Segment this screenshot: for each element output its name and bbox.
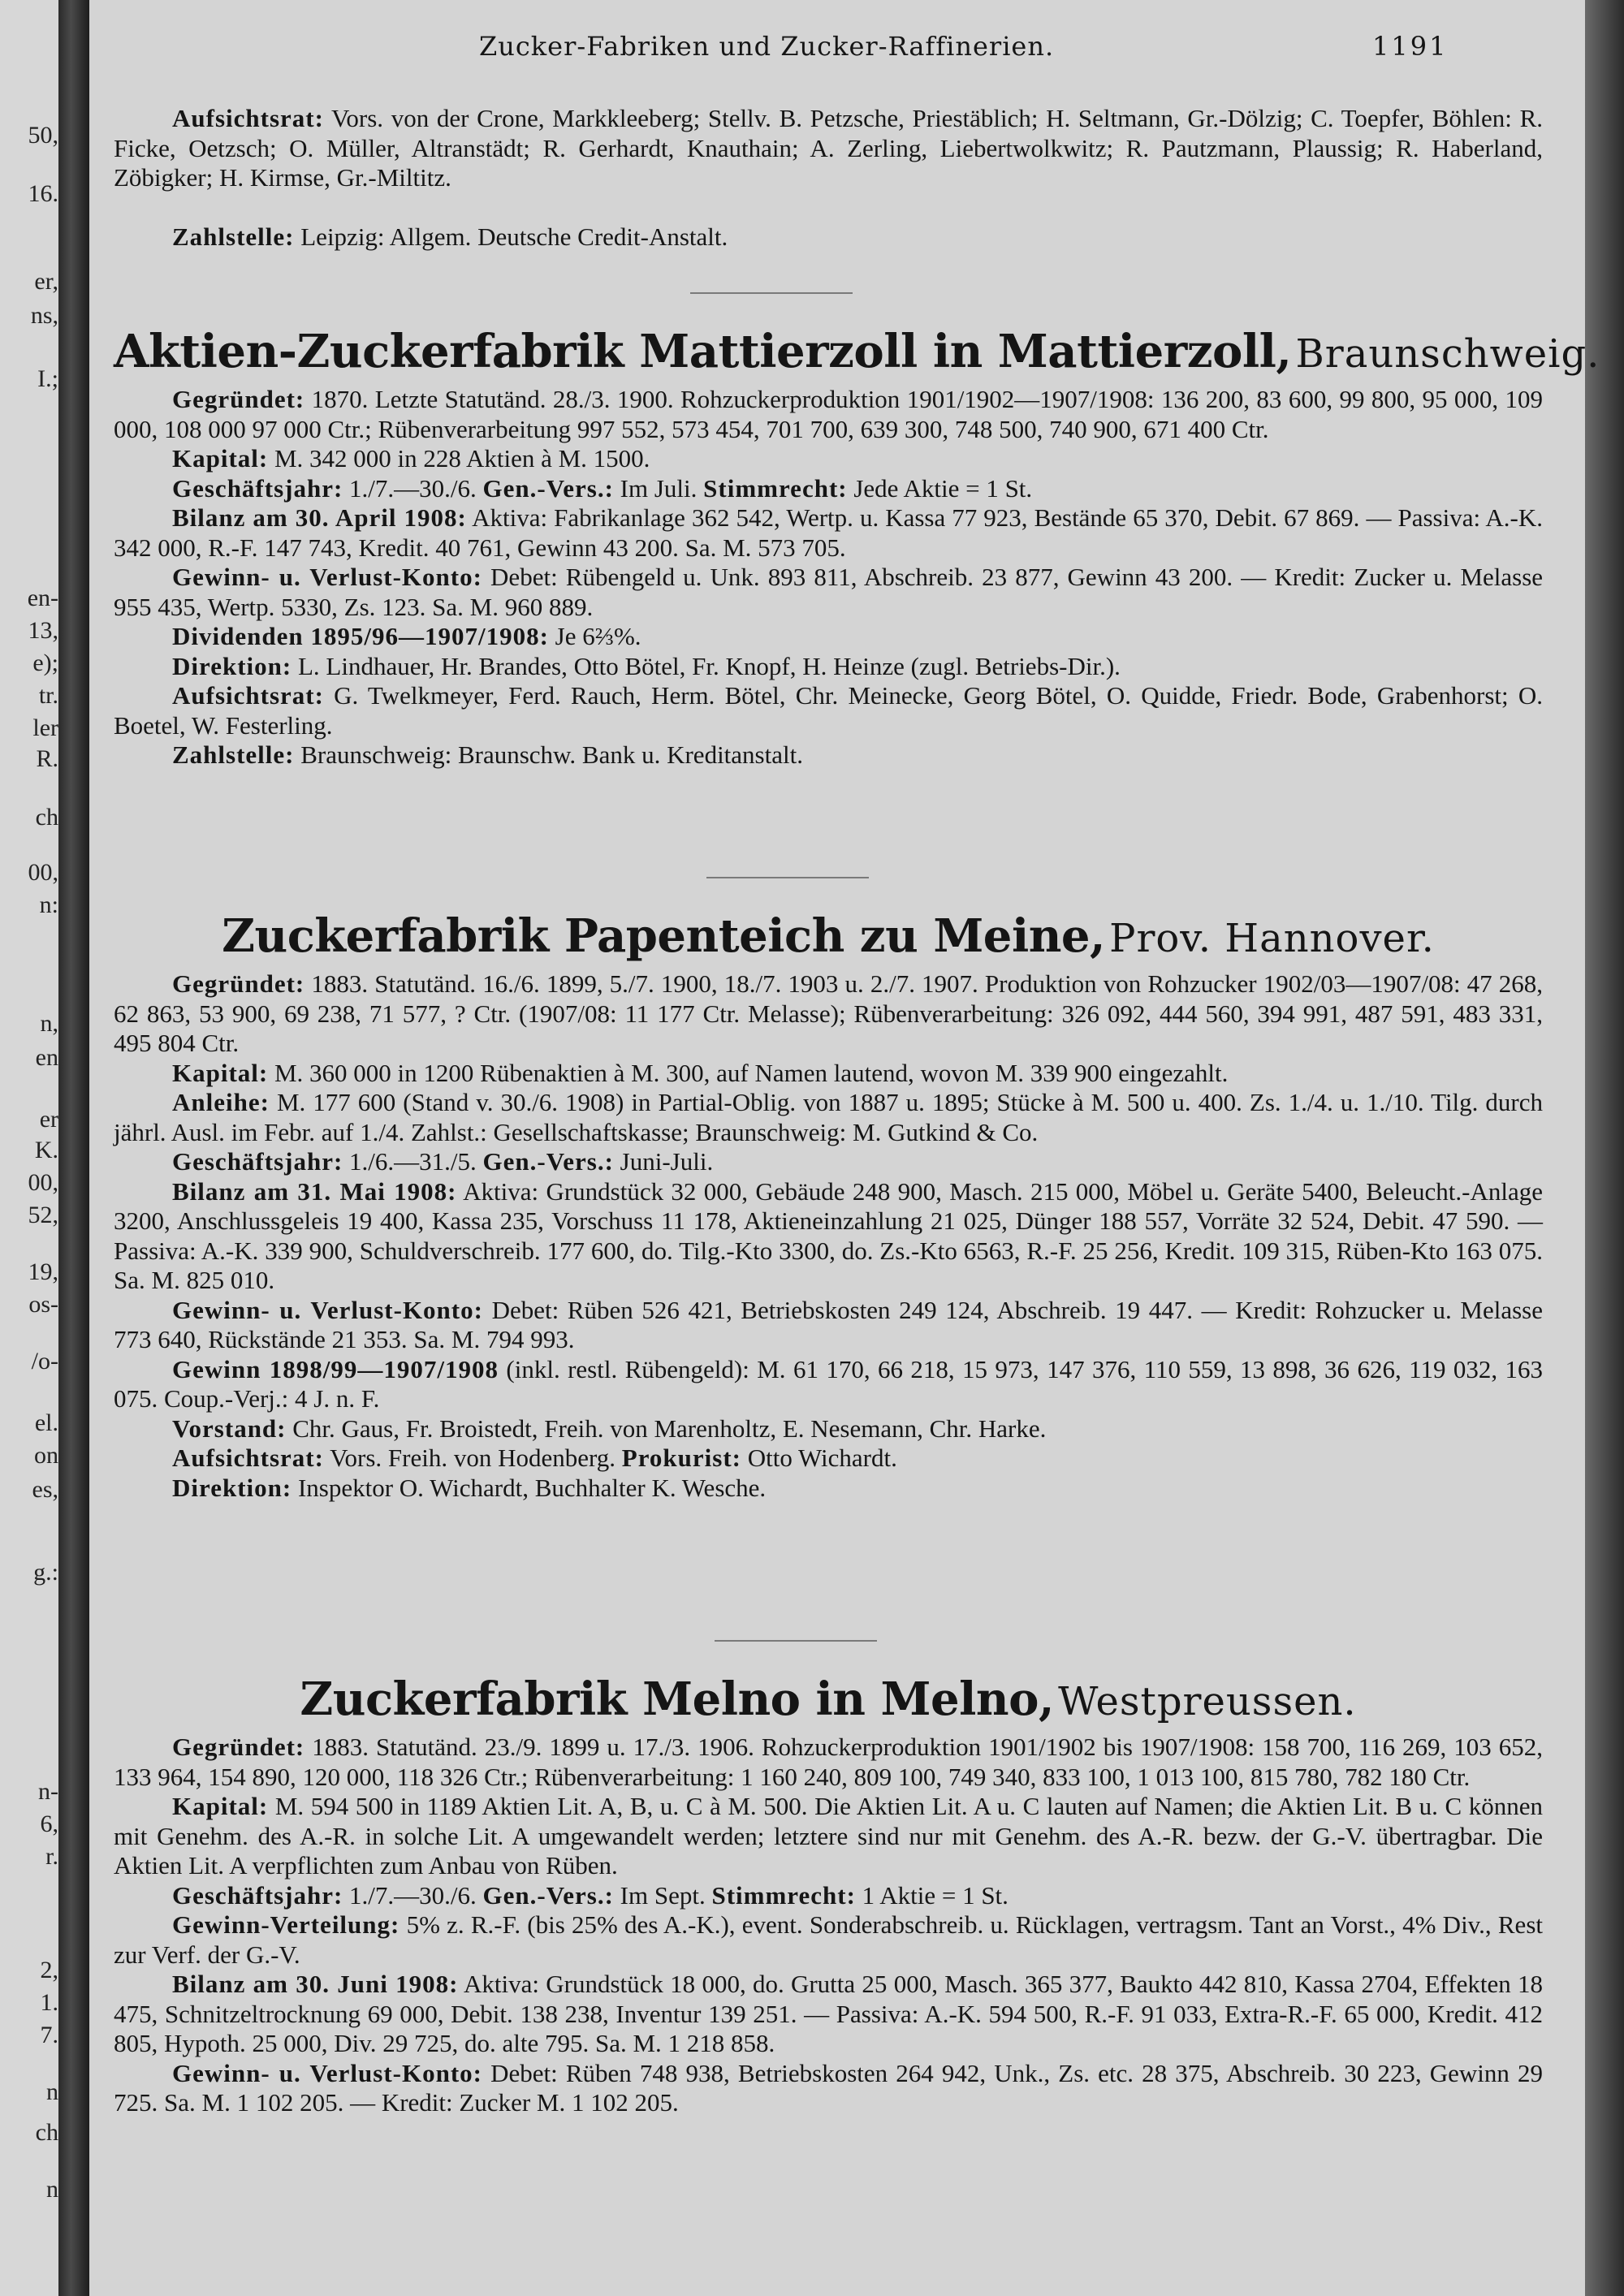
company-entry-block (89, 969, 1585, 1503)
entry-label: Kapital: (172, 444, 269, 473)
entry-text: Jede Aktie = 1 St. (853, 473, 1033, 503)
entry-text: M. 594 500 in 1189 Aktien Lit. A, B, u. C à M. 500. Die Aktien Lit. A u. C lauten auf Namen; die Aktien Lit. B u. C können mit Genehm. des A.-R. in solche Lit. A umgewandelt werden; letztere sind nur mit Genehm. des A.-R. bezw. der G.-V. übertragbar. Die Aktien Lit. A verpflichten zum Anbau von Rüben. (114, 1792, 1543, 1880)
company-entry (114, 1881, 1543, 1911)
entry-text: Debet: Rübengeld u. Unk. 893 811, Abschreib. 23 877, Gewinn 43 200. — Kredit: Zucker u. Melasse 955 435, Wertp. 5330, Zs. 123. Sa. M. 960 889. (114, 563, 1544, 621)
intro-aufsichtsrat (114, 104, 1543, 193)
entry-label: Gewinn- u. Verlust-Konto: (172, 1295, 483, 1324)
margin-fragment: n (46, 2176, 58, 2203)
entry-label: Kapital: (172, 1792, 269, 1820)
entry-text: Juni-Juli. (620, 1147, 714, 1176)
margin-fragment: 52, (28, 1202, 58, 1228)
entry-label: Stimmrecht: (711, 1880, 856, 1910)
entry-text: M. 342 000 in 228 Aktien à M. 1500. (274, 444, 650, 473)
company-entry (114, 681, 1543, 740)
entry-text: Chr. Gaus, Fr. Broistedt, Freih. von Marenholtz, E. Nesemann, Chr. Harke. (292, 1413, 1047, 1443)
company-title: Zuckerfabrik Melno in Melno, (300, 1672, 1054, 1726)
company-entry (114, 969, 1543, 1059)
margin-fragment: 2, (40, 1957, 58, 1983)
company-title: Aktien-Zuckerfabrik Mattierzoll in Mattierzoll, (114, 325, 1292, 378)
margin-fragment: r. (45, 1843, 58, 1870)
entry-text: Aktiva: Grundstück 32 000, Gebäude 248 900, Masch. 215 000, Möbel u. Geräte 5400, Beleucht.-Anlage 3200, Anschlussgeleis 19 400, Kassa 235, Vorschuss 11 178, Aktieneinzahlung 21 025, Dünger 188 557, Vorräte 32 524, Debit. 47 590. — Passiva: A.-K. 339 900, Schuldverschreib. 177 600, do. Tilg.-Kto 3300, do. Zs.-Kto 6563, R.-F. 25 256, Kredit. 109 315, Rüben-Kto 163 075. Sa. M. 825 010. (114, 1176, 1543, 1294)
section-divider (706, 877, 869, 878)
entry-label: Vorstand: (172, 1413, 287, 1443)
margin-fragment: 19, (28, 1258, 58, 1285)
entry-label: Gegründet: (172, 385, 305, 413)
entry-text: Im Sept. (620, 1880, 706, 1910)
margin-fragment: I.; (37, 365, 58, 392)
page-number: 1191 (1372, 31, 1449, 62)
margin-fragment: 6, (40, 1810, 58, 1837)
margin-fragment: 7. (40, 2022, 58, 2048)
entry-label: Direktion: (172, 651, 292, 680)
entry-text: Aktiva: Grundstück 18 000, do. Grutta 25 000, Masch. 365 377, Baukto 442 810, Kassa 2704, Effekten 18 475, Schnitzeltrocknung 69 000, Debit. 138 238, Inventur 139 251. — Passiva: A.-K. 594 500, R.-F. 91 033, Extra-R.-F. 65 000, Kredit. 412 805, Hypoth. 25 000, Div. 29 725, do. alte 795. Sa. M. 1 218 858. (114, 1970, 1543, 2057)
company-entry (114, 622, 1543, 652)
margin-fragment: er, (34, 268, 58, 295)
company-region: Braunschweig. (1295, 331, 1600, 377)
company-entry (114, 474, 1543, 504)
company-entry (114, 563, 1543, 622)
company-region: Westpreussen. (1058, 1679, 1357, 1724)
margin-fragment: ch (35, 2119, 58, 2146)
entry-text: 5% z. R.-F. (bis 25% des A.-K.), event. Sonderabschreib. u. Rücklagen, vertragsm. Tant an Vorst., 4% Div., Rest zur Verf. der G.-V. (114, 1910, 1543, 1969)
margin-fragment: ns, (30, 302, 58, 329)
entry-label: Bilanz am 30. April 1908: (172, 503, 467, 532)
company-entry (114, 740, 1543, 770)
margin-fragment: n- (38, 1778, 58, 1805)
margin-fragment: tr. (38, 682, 58, 709)
entry-text: 1870. Letzte Statutänd. 28./3. 1900. Rohzuckerproduktion 1901/1902—1907/1908: 136 200, 83 600, 99 800, 95 000, 109 000, 108 000 97 000 Ctr.; Rübenverarbeitung 997 552, 573 454, 701 700, 639 300, 748 500, 740 900, 671 400 Ctr. (114, 385, 1543, 443)
entry-label: Prokurist: (621, 1444, 741, 1472)
entry-text: L. Lindhauer, Hr. Brandes, Otto Bötel, Fr. Knopf, H. Heinze (zugl. Betriebs-Dir.). (297, 651, 1121, 680)
margin-fragment: en (35, 1044, 58, 1071)
entry-label: Anleihe: (172, 1088, 270, 1116)
entry-text: M. 360 000 in 1200 Rübenaktien à M. 300, auf Namen lautend, wovon M. 339 900 eingezahlt. (274, 1058, 1229, 1087)
entry-text: 1883. Statutänd. 16./6. 1899, 5./7. 1900, 18./7. 1903 u. 2./7. 1907. Produktion von Rohzucker 1902/03—1907/08: 47 268, 62 863, 53 900, 69 238, 71 577, ? Ctr. (1907/08: 11 177 Ctr. Melasse); Rübenverarbeitung: 326 092, 444 560, 394 991, 487 591, 483 331, 495 804 Ctr. (114, 969, 1543, 1057)
company-entry (114, 1474, 1543, 1504)
entry-label: Gen.-Vers.: (482, 1880, 614, 1910)
company-entry (114, 1733, 1543, 1792)
entry-text: G. Twelkmeyer, Ferd. Rauch, Herm. Bötel, Chr. Meinecke, Georg Bötel, O. Quidde, Friedr. Bode, Grabenhorst; O. Boetel, W. Festerling. (114, 681, 1544, 740)
margin-fragment: on (34, 1442, 58, 1469)
margin-fragment: K. (34, 1137, 58, 1163)
entry-label: Gewinn- u. Verlust-Konto: (172, 2058, 482, 2087)
margin-fragment: n (46, 2078, 58, 2105)
entry-label: Gegründet: (172, 969, 305, 998)
company-heading (114, 1672, 1543, 1726)
entry-label: Gewinn 1898/99—1907/1908 (172, 1354, 499, 1383)
entry-label: Zahlstelle: (172, 222, 295, 251)
entry-label: Gewinn-Verteilung: (172, 1910, 400, 1939)
entry-label: Direktion: (172, 1473, 292, 1502)
margin-fragment: el. (34, 1409, 58, 1436)
company-entry (114, 503, 1543, 563)
margin-fragment: 00, (28, 1169, 58, 1196)
entry-text: Je 6⅔%. (555, 622, 641, 650)
book-gutter (58, 0, 89, 2296)
entry-text: Debet: Rüben 526 421, Betriebskosten 249 124, Abschreib. 19 447. — Kredit: Rohzucker u. Melasse 773 640, Rückstände 21 353. Sa. M. 794 993. (114, 1295, 1543, 1353)
margin-fragment: 1. (40, 1989, 58, 2016)
entry-text: 1 Aktie = 1 St. (862, 1880, 1009, 1910)
entry-label: Gen.-Vers.: (482, 1147, 614, 1176)
entry-label: Geschäftsjahr: (172, 1147, 343, 1176)
margin-fragment: n: (39, 891, 58, 918)
entry-text: Im Juli. (620, 473, 698, 503)
company-heading (114, 325, 1600, 378)
company-title: Zuckerfabrik Papenteich zu Meine, (222, 909, 1106, 963)
company-entry (114, 1088, 1543, 1147)
book-page (89, 0, 1600, 2296)
entry-label: Bilanz am 31. Mai 1908: (172, 1176, 457, 1206)
margin-fragment: en- (27, 585, 58, 611)
entry-text: Braunschweig: Braunschw. Bank u. Kreditanstalt. (300, 740, 803, 769)
company-entry (114, 1296, 1543, 1355)
company-entry-block (89, 1733, 1585, 2118)
margin-fragment: /o- (31, 1348, 58, 1375)
company-entry (114, 1147, 1543, 1177)
company-entry (114, 652, 1543, 682)
entry-label: Geschäftsjahr: (172, 473, 343, 503)
company-entry (114, 1059, 1543, 1089)
company-entry (114, 1444, 1543, 1474)
entry-text: Otto Wichardt. (747, 1444, 897, 1472)
company-heading (114, 909, 1543, 963)
section-divider (690, 292, 853, 294)
margin-fragment: ch (35, 804, 58, 831)
company-entry-block (89, 385, 1585, 770)
company-entry (114, 1355, 1543, 1414)
company-entry (114, 1414, 1543, 1444)
entry-label: Gen.-Vers.: (482, 473, 614, 503)
company-entry (114, 2059, 1543, 2118)
entry-label: Aufsichtsrat: (172, 1444, 324, 1472)
margin-fragment: os- (28, 1291, 58, 1318)
running-head-title: Zucker-Fabriken und Zucker-Raffinerien. (479, 31, 1055, 62)
company-entry (114, 1970, 1543, 2059)
entry-text: 1./7.—30./6. (349, 1880, 477, 1910)
margin-fragment: g.: (33, 1559, 58, 1586)
company-region: Prov. Hannover. (1109, 916, 1435, 961)
entry-label: Dividenden 1895/96—1907/1908: (172, 622, 549, 650)
entry-label: Stimmrecht: (703, 473, 848, 503)
entry-text: Leipzig: Allgem. Deutsche Credit-Anstalt. (300, 222, 728, 251)
entry-text: 1./7.—30./6. (349, 473, 477, 503)
entry-text: M. 177 600 (Stand v. 30./6. 1908) in Partial-Oblig. von 1887 u. 1895; Stücke à M. 500 u. 400. Zs. 1./4. u. 1./10. Tilg. durch jährl. Ausl. im Febr. auf 1./4. Zahlst.: Gesellschaftskasse; Braunschweig: M. Gutkind & Co. (114, 1088, 1544, 1146)
company-entry (114, 1792, 1543, 1881)
margin-fragment: er (39, 1106, 58, 1133)
margin-fragment: e); (32, 650, 58, 676)
company-entry (114, 1177, 1543, 1296)
margin-fragment: 13, (28, 617, 58, 644)
company-entry (114, 444, 1543, 474)
entry-label: Gewinn- u. Verlust-Konto: (172, 563, 482, 591)
entry-label: Gegründet: (172, 1733, 305, 1761)
margin-fragment: ler (32, 714, 58, 741)
margin-fragment: R. (36, 745, 58, 772)
margin-fragment: 50, (28, 122, 58, 149)
margin-fragment: 16. (28, 180, 58, 207)
entry-label: Aufsichtsrat: (172, 681, 324, 710)
entry-text: Inspektor O. Wichardt, Buchhalter K. Wesche. (297, 1473, 767, 1502)
margin-fragment: es, (32, 1476, 58, 1503)
entry-label: Bilanz am 30. Juni 1908: (172, 1970, 459, 1998)
entry-text: Vors. Freih. von Hodenberg. (330, 1444, 616, 1472)
entry-label: Aufsichtsrat: (172, 104, 324, 132)
entry-text: Vors. von der Crone, Markkleeberg; Stellv. B. Petzsche, Priestäblich; H. Seltmann, Gr.-Dölzig; C. Toepfer, Böhlen: R. Ficke, Oetzsch; O. Müller, Altranstädt; R. Gerhardt, Knauthain; A. Zerling, Liebertwolkwitz; R. Pautzmann, Plaussig; R. Haberland, Zöbigker; H. Kirmse, Gr.-Miltitz. (114, 104, 1543, 192)
entry-text: 1883. Statutänd. 23./9. 1899 u. 17./3. 1906. Rohzuckerproduktion 1901/1902 bis 1907/1908: 158 700, 116 269, 103 652, 133 964, 154 890, 120 000, 118 326 Ctr.; Rübenverarbeitung: 1 160 240, 809 100, 749 340, 833 100, 1 013 100, 815 780, 782 180 Ctr. (114, 1733, 1543, 1791)
entry-text: 1./6.—31./5. (349, 1147, 477, 1176)
intro-zahlstelle (114, 222, 1543, 252)
margin-fragment: n, (40, 1010, 58, 1037)
entry-label: Kapital: (172, 1058, 269, 1087)
entry-label: Geschäftsjahr: (172, 1880, 343, 1910)
margin-fragment: 00, (28, 859, 58, 886)
entry-text: Aktiva: Fabrikanlage 362 542, Wertp. u. Kassa 77 923, Bestände 65 370, Debit. 67 869. — Passiva: A.-K. 342 000, R.-F. 147 743, Kredit. 40 761, Gewinn 43 200. Sa. M. 573 705. (114, 503, 1543, 562)
section-divider (715, 1640, 877, 1642)
entry-text: Debet: Rüben 748 938, Betriebskosten 264 942, Unk., Zs. etc. 28 375, Abschreib. 30 223, Gewinn 29 725. Sa. M. 1 102 205. — Kredit: Zucker M. 1 102 205. (114, 2058, 1544, 2117)
adjacent-page-strip (0, 0, 58, 2296)
company-entry (114, 1910, 1543, 1970)
entry-label: Zahlstelle: (172, 740, 295, 769)
entry-text: (inkl. restl. Rübengeld): M. 61 170, 66 218, 15 973, 147 376, 110 559, 13 898, 36 626, 119 032, 163 075. Coup.-Verj.: 4 J. n. F. (114, 1354, 1543, 1413)
company-entry (114, 385, 1543, 444)
